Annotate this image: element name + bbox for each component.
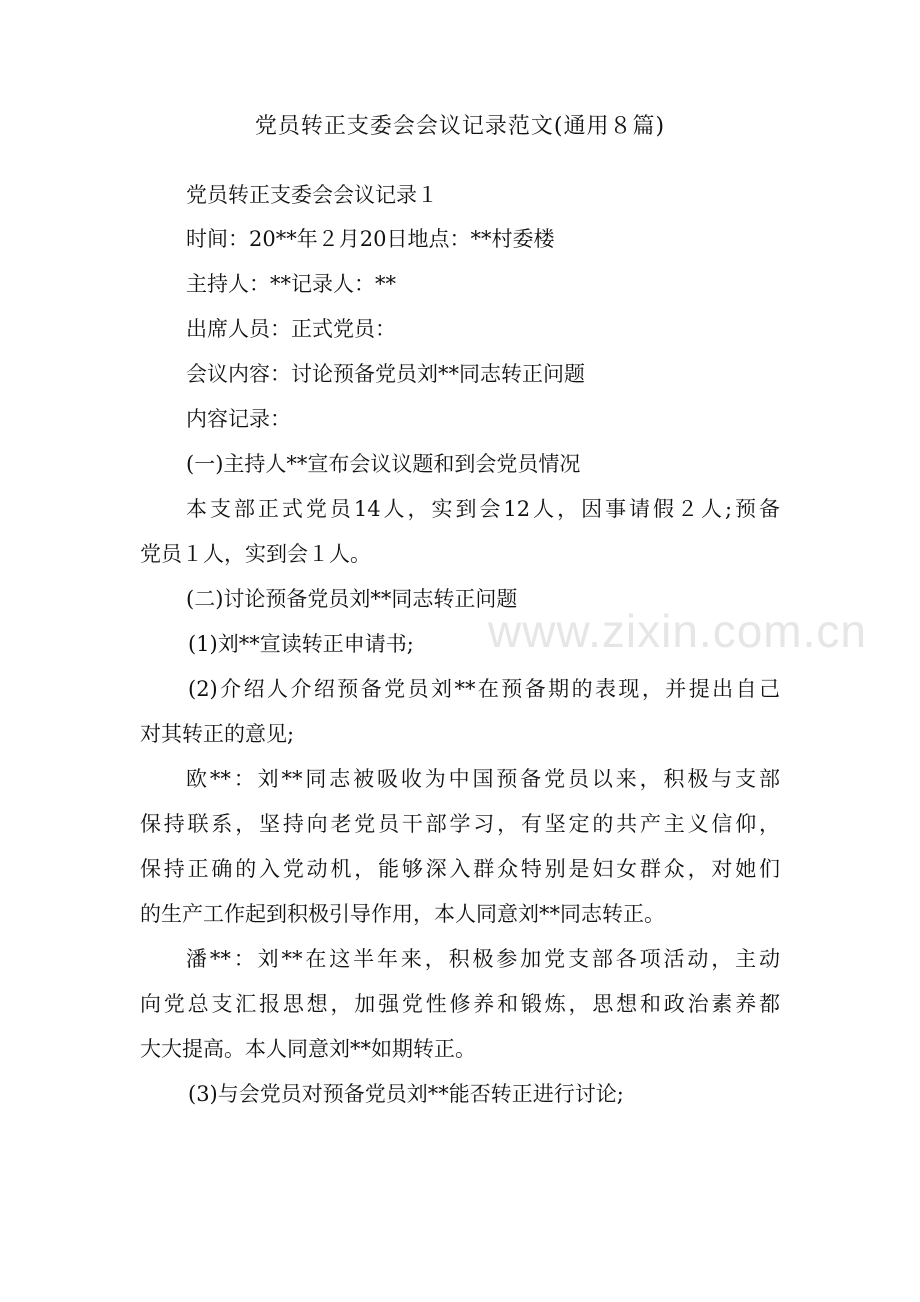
- item-one-heading: (一)主持人**宣布会议议题和到会党员情况: [186, 452, 581, 476]
- paragraph-line: 保持联系，坚持向老党员干部学习，有坚定的共产主义信仰，: [140, 812, 780, 836]
- paragraph-line: 潘**：刘**在这半年来，积极参加党支部各项活动，主动: [186, 947, 780, 971]
- watermark-text: www.zixin.com.cn: [488, 605, 867, 657]
- attendees: 出席人员：正式党员：: [186, 317, 396, 341]
- host-recorder: 主持人：**记录人：**: [186, 272, 396, 296]
- paragraph-line: 对其转正的意见;: [140, 722, 295, 746]
- paragraph-line: 向党总支汇报思想，加强党性修养和锻炼，思想和政治素养都: [140, 992, 780, 1016]
- section-heading: 党员转正支委会会议记录１: [186, 183, 438, 207]
- paragraph-line: 欧**：刘**同志被吸收为中国预备党员以来，积极与支部: [186, 767, 780, 791]
- paragraph-line: 大大提高。本人同意刘**如期转正。: [140, 1037, 476, 1061]
- paragraph-line: 本支部正式党员14人，实到会12人，因事请假２人;预备: [186, 497, 780, 521]
- item-two-heading: (二)讨论预备党员刘**同志转正问题: [186, 587, 518, 611]
- document-title: 党员转正支委会会议记录范文(通用８篇): [254, 114, 666, 139]
- paragraph-line: 保持正确的入党动机，能够深入群众特别是妇女群众，对她们: [140, 857, 780, 881]
- record-heading: 内容记录：: [186, 407, 291, 431]
- paragraph-line: 的生产工作起到积极引导作用，本人同意刘**同志转正。: [140, 902, 665, 926]
- meeting-time-location: 时间：20**年２月20日地点：**村委楼: [186, 227, 555, 251]
- paragraph-line: (2)介绍人介绍预备党员刘**在预备期的表现，并提出自己: [188, 677, 780, 701]
- sub-item-1: (1)刘**宣读转正申请书;: [188, 632, 414, 656]
- meeting-content: 会议内容：讨论预备党员刘**同志转正问题: [186, 362, 585, 386]
- sub-item-3: (3)与会党员对预备党员刘**能否转正进行讨论;: [188, 1082, 624, 1106]
- paragraph-line: 党员１人，实到会１人。: [140, 542, 371, 566]
